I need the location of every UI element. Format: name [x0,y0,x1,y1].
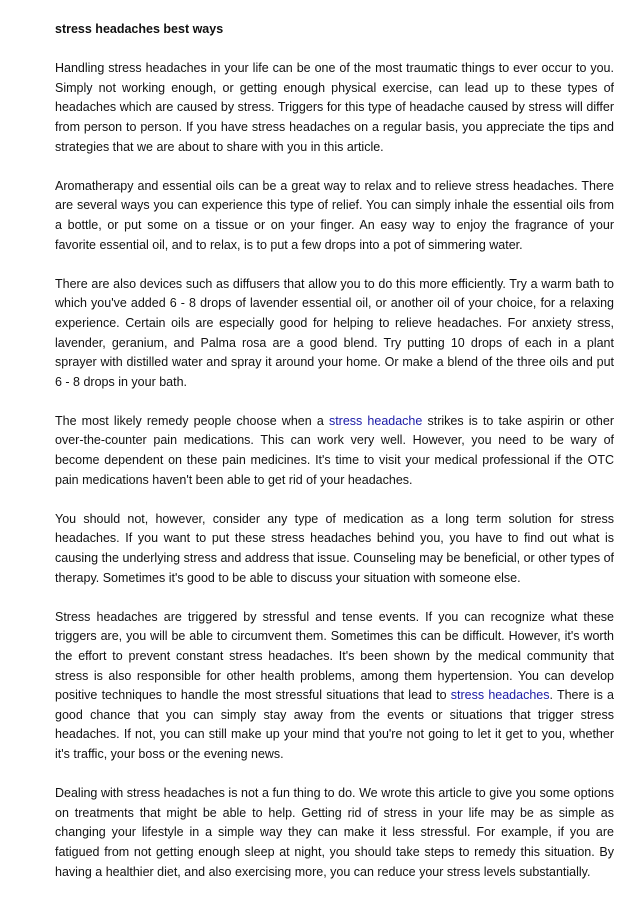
paragraph-text: strikes is to take aspirin or other over-the-counter pain medications. This can work very well. However, you need to be wary of become dependent on these pain medicines. It's time to visit your medical professional if the OTC pain medications haven't been able to get rid of your headaches. [55,413,614,487]
paragraph-text: Handling stress headaches in your life can be one of the most traumatic things to ever occur to you. Simply not working enough, or getting enough physical exercise, can lead up to these types of headaches which are caused by stress. Triggers for this type of headache caused by stress will differ from person to person. If you have stress headaches on a regular basis, you appreciate the tips and strategies that we are about to share with you in this article. [55,61,614,154]
stress-headaches-link[interactable]: stress headaches [450,688,550,703]
paragraph-6 [55,608,614,765]
paragraph-3 [55,275,614,393]
document-title: stress headaches best ways [55,22,224,36]
paragraph-5 [55,510,614,588]
paragraph-1 [55,59,614,157]
paragraph-text: The most likely remedy people choose when a [55,413,329,428]
paragraph-text: There are also devices such as diffusers that allow you to do this more efficiently. Try a warm bath to which you've added 6 - 8 drops of lavender essential oil, or another oil of your choice, for a relaxing experience. Certain oils are especially good for helping to relieve headaches. For anxiety stress, lavender, geranium, and Palma rosa are a good blend. Try putting 10 drops of each in a plant sprayer with distilled water and spray it around your home. Or make a blend of the three oils and put 6 - 8 drops in your bath. [55,276,614,389]
document-page [55,20,614,902]
paragraph-7 [55,784,614,882]
paragraph-text: You should not, however, consider any type of medication as a long term solution for stress headaches. If you want to put these stress headaches behind you, you have to find out what is causing the underlying stress and address that issue. Counseling may be beneficial, or other types of therapy. Sometimes it's good to be able to discuss your situation with someone else. [55,511,614,585]
stress-headache-link[interactable]: stress headache [328,413,423,428]
paragraph-text: Dealing with stress headaches is not a fun thing to do. We wrote this article to give you some options on treatments that might be able to help. Getting rid of stress in your life may be as simple as changing your lifestyle in a simple way they can make it less stressful. For example, if you are fatigued from not getting enough sleep at night, you should take steps to remedy this situation. By having a healthier diet, and also exercising more, you can reduce your stress levels substantially. [55,786,614,879]
paragraph-text: Stress headaches are triggered by stressful and tense events. If you can recognize what these triggers are, you will be able to circumvent them. Sometimes this can be difficult. However, it's worth the effort to prevent constant stress headaches. It's been shown by the medical community that stress is also responsible for other health problems, among them hypertension. You can develop positive techniques to handle the most stressful situations that lead to [55,609,614,703]
paragraph-text: Aromatherapy and essential oils can be a great way to relax and to relieve stress headaches. There are several ways you can experience this type of relief. You can simply inhale the essential oils from a bottle, or put some on a tissue or on your finger. An easy way to enjoy the fragrance of your favorite essential oil, and to relax, is to put a few drops into a pot of simmering water. [55,178,614,252]
paragraph-4 [55,412,614,490]
paragraph-text: . There is a good chance that you can simply stay away from the events or situations that trigger stress headaches. If not, you can still make up your mind that you're not going to let it get to you, whether it's traffic, your boss or the evening news. [55,688,614,761]
paragraph-2 [55,177,614,255]
